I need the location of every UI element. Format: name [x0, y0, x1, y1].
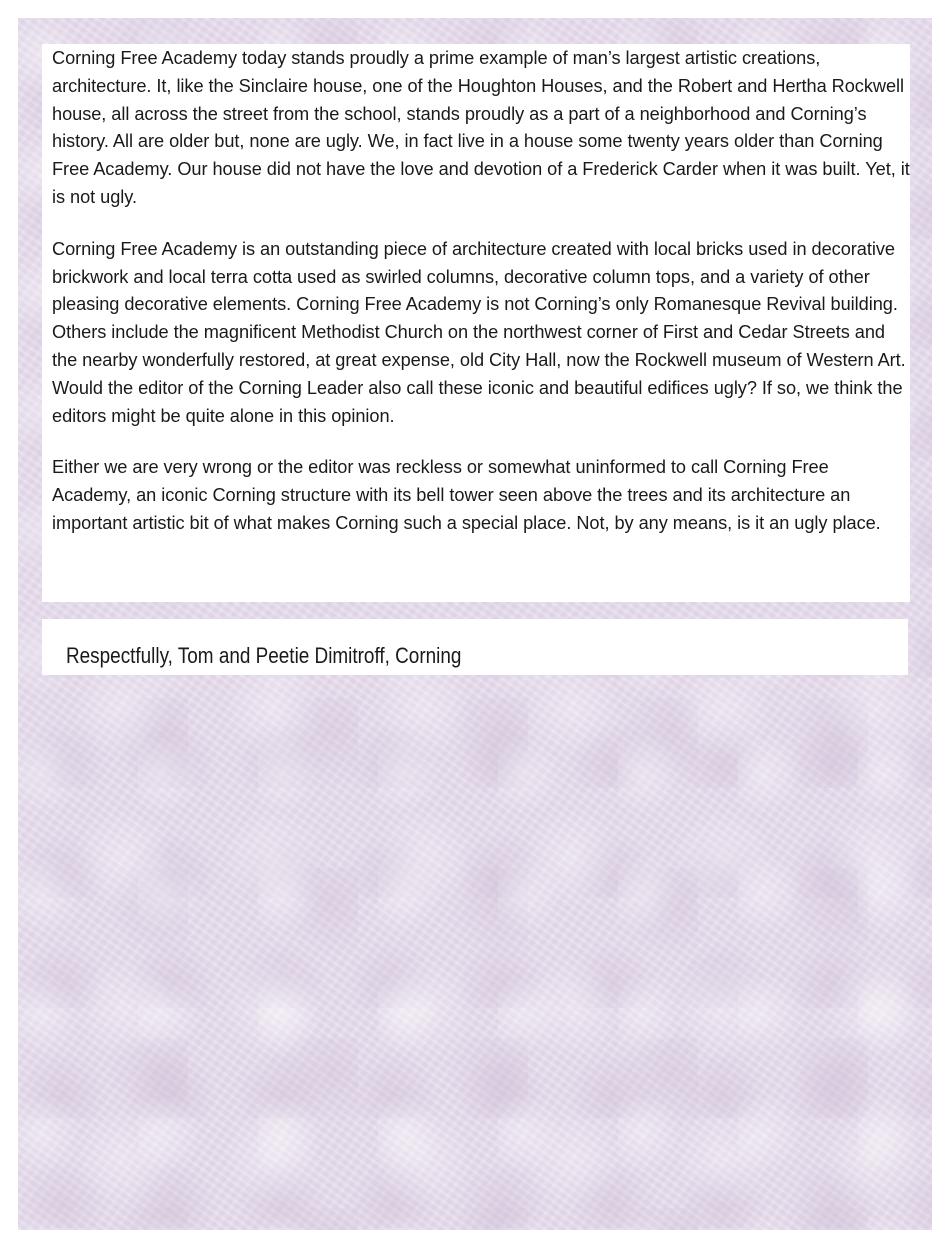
letter-body-panel: [42, 44, 910, 602]
letter-signature: Respectfully, Tom and Peetie Dimitroff, Corning: [66, 643, 462, 668]
textured-page-background: [18, 18, 932, 1230]
letter-paragraph-2: Corning Free Academy is an outstanding piece of architecture created with local bricks used in decorative brickwork and local terra cotta used as swirled columns, decorative column tops, and a variety of other pleasing decorative elements. Corning Free Academy is not Corning’s only Romanesque Revival building. Others include the magnificent Methodist Church on the northwest corner of First and Cedar Streets and the nearby wonderfully restored, at great expense, old City Hall, now the Rockwell museum of Western Art. Would the editor of the Corning Leader also call these iconic and beautiful edifices ugly? If so, we think the editors might be quite alone in this opinion.: [52, 238, 906, 426]
signature-panel: [42, 619, 908, 675]
letter-paragraph-1: Corning Free Academy today stands proudly a prime example of man’s largest artistic creations, architecture. It, like the Sinclaire house, one of the Houghton Houses, and the Robert and Hertha Rockwell house, all across the street from the school, stands proudly as a part of a neighborhood and Corning’s history. All are older but, none are ugly. We, in fact live in a house some twenty years older than Corning Free Academy. Our house did not have the love and devotion of a Frederick Carder when it was built. Yet, it is not ugly.: [52, 48, 910, 207]
letter-paragraph-3: Either we are very wrong or the editor was reckless or somewhat uninformed to call Corning Free Academy, an iconic Corning structure with its bell tower seen above the trees and its architecture an important artistic bit of what makes Corning such a special place. Not, by any means, is it an ugly place.: [52, 457, 881, 533]
